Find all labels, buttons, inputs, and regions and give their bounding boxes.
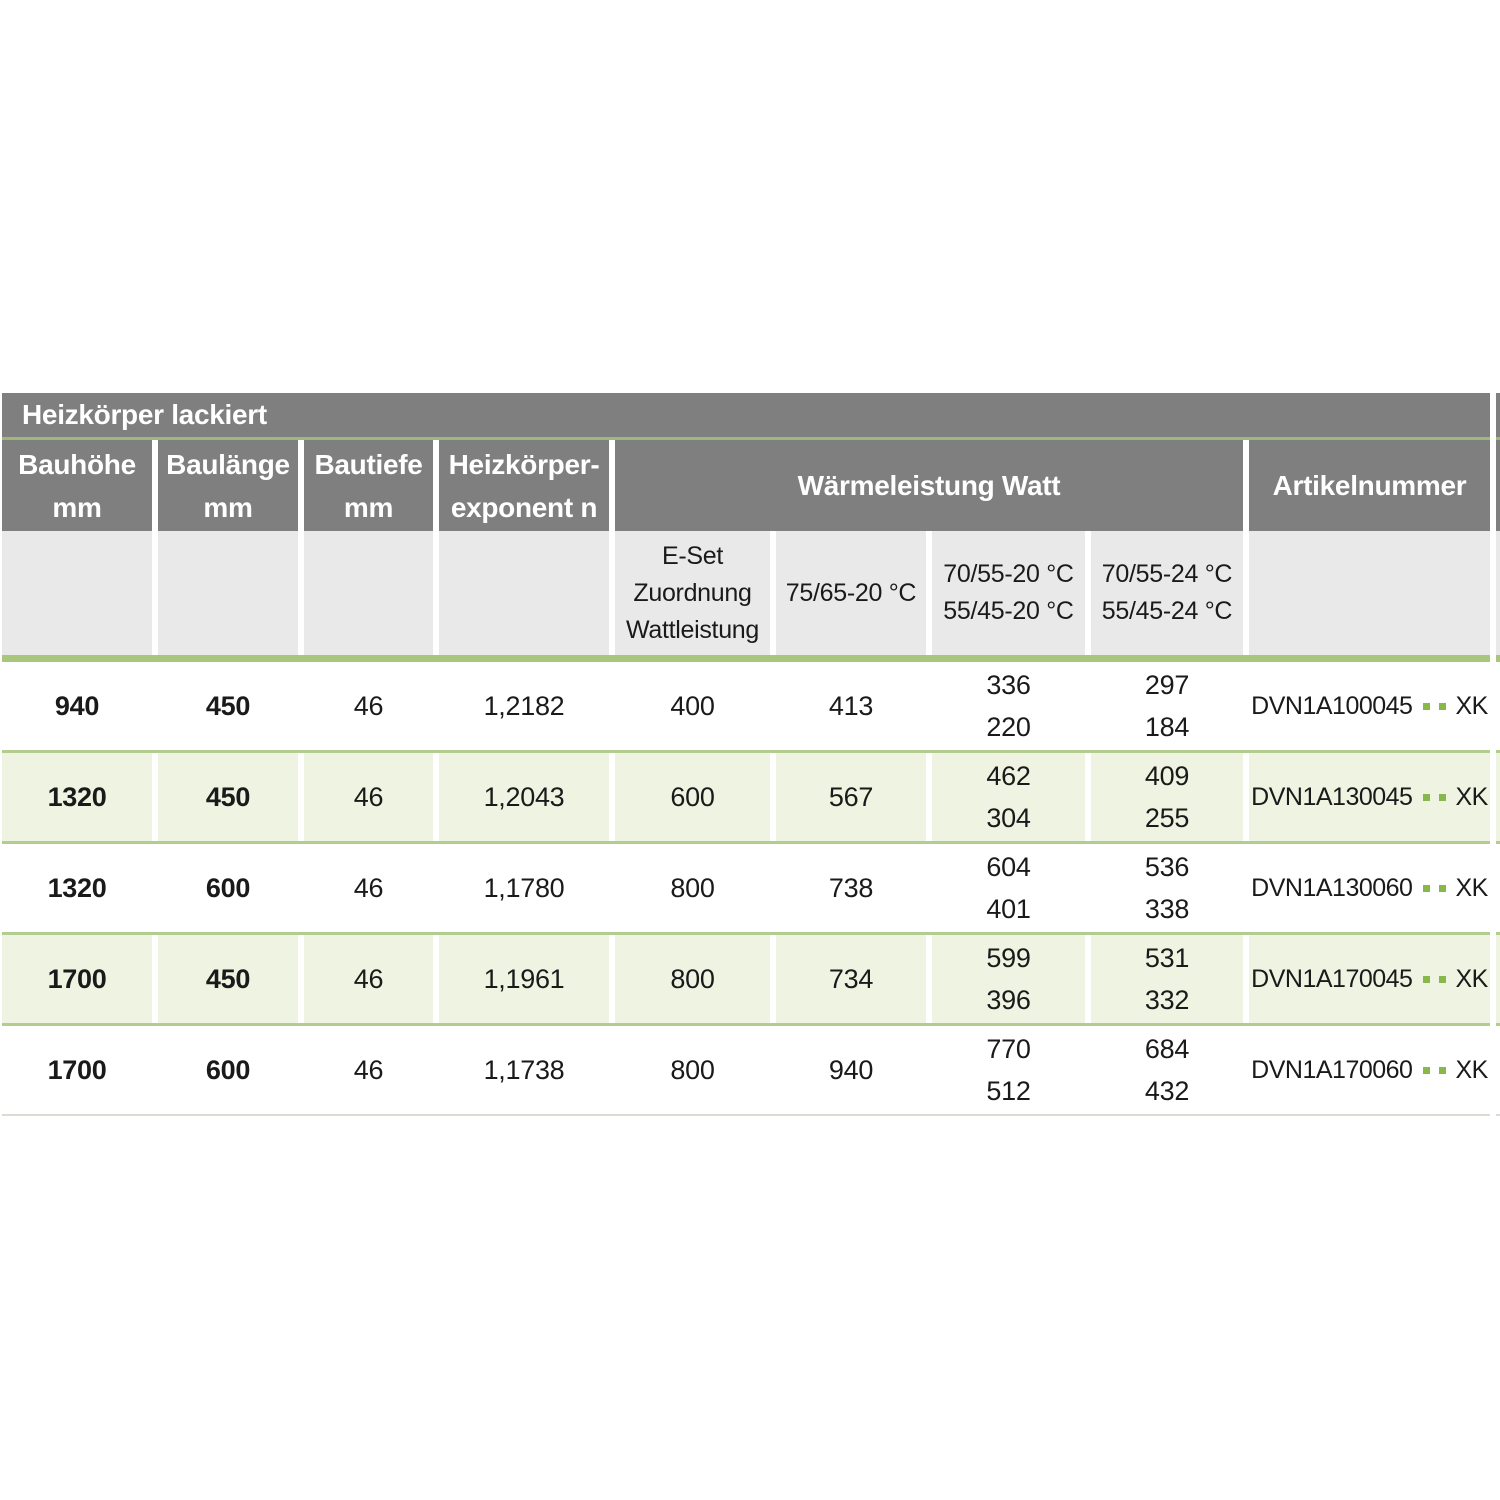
sliver-row xyxy=(1496,662,1500,750)
artikel-code: DVN1A170060 xyxy=(1251,1056,1413,1084)
cell-eset: 600 xyxy=(615,753,770,841)
artikel-suffix: XK xyxy=(1455,1056,1488,1084)
artikel-code: DVN1A130045 xyxy=(1251,783,1413,811)
cell-watt-70-55-24 xyxy=(1091,935,1243,1023)
cell-bautiefe: 46 xyxy=(304,844,433,932)
placeholder-dot-icon xyxy=(1423,1067,1430,1074)
sliver-subheader xyxy=(1496,531,1500,655)
watt-value-high: 536 xyxy=(1144,852,1190,882)
watt-value-low: 401 xyxy=(986,894,1031,924)
watt-value-low: 332 xyxy=(1144,985,1190,1015)
header-baulaenge-unit: mm xyxy=(203,491,253,523)
cell-baulaenge: 600 xyxy=(158,1026,298,1114)
header-baulaenge xyxy=(158,440,298,531)
subheader-temp-75-65 xyxy=(776,531,926,655)
sliver-edge xyxy=(1496,1114,1500,1116)
subheader-temp-75-65-label: 75/65-20 °C xyxy=(785,578,917,607)
watt-value-high: 462 xyxy=(986,761,1031,791)
watt-value-high: 336 xyxy=(986,670,1031,700)
cell-bauhoehe: 1320 xyxy=(2,753,152,841)
watt-value-high: 531 xyxy=(1144,943,1190,973)
cell-bautiefe: 46 xyxy=(304,1026,433,1114)
watt-value-low: 255 xyxy=(1144,803,1190,833)
cell-watt-70-55-24 xyxy=(1091,844,1243,932)
cell-watt-75-65: 734 xyxy=(776,935,926,1023)
cell-exponent: 1,1961 xyxy=(439,935,609,1023)
cell-watt-70-55-24 xyxy=(1091,1026,1243,1114)
watt-value-high: 684 xyxy=(1144,1034,1190,1064)
cell-watt-70-55-20 xyxy=(932,753,1085,841)
cell-eset: 800 xyxy=(615,935,770,1023)
placeholder-dot-icon xyxy=(1439,1067,1446,1074)
table-row xyxy=(2,1026,1490,1114)
cell-watt-70-55-24 xyxy=(1091,753,1243,841)
header-exponent xyxy=(439,440,609,531)
table-bottom-edge xyxy=(2,1114,1490,1116)
cell-exponent: 1,2182 xyxy=(439,662,609,750)
subheader-eset-line3: Wattleistung xyxy=(625,615,760,644)
watt-value-low: 220 xyxy=(986,712,1031,742)
placeholder-dot-icon xyxy=(1423,794,1430,801)
cell-baulaenge: 450 xyxy=(158,753,298,841)
subheader-eset-line1: E-Set xyxy=(661,541,724,570)
subheader-temp-70-55-20-line1: 70/55-20 °C xyxy=(943,560,1074,588)
cell-watt-70-55-20 xyxy=(932,935,1085,1023)
placeholder-dot-icon xyxy=(1439,794,1446,801)
watt-value-high: 599 xyxy=(986,943,1031,973)
watt-value-low: 338 xyxy=(1144,894,1190,924)
cell-watt-75-65: 940 xyxy=(776,1026,926,1114)
cell-bautiefe: 46 xyxy=(304,662,433,750)
cell-bautiefe: 46 xyxy=(304,753,433,841)
cell-baulaenge: 450 xyxy=(158,935,298,1023)
placeholder-dot-icon xyxy=(1439,976,1446,983)
cell-watt-70-55-24 xyxy=(1091,662,1243,750)
cell-watt-75-65: 413 xyxy=(776,662,926,750)
subheader-temp-70-55-24 xyxy=(1091,531,1243,655)
header-bautiefe-label: Bautiefe xyxy=(314,448,423,480)
sliver-line xyxy=(1496,655,1500,662)
sliver-row xyxy=(1496,935,1500,1023)
header-waermeleistung-label: Wärmeleistung Watt xyxy=(797,470,1061,501)
cell-watt-70-55-20 xyxy=(932,662,1085,750)
header-waermeleistung-group xyxy=(615,440,1243,531)
artikel-code: DVN1A130060 xyxy=(1251,874,1413,902)
cell-bauhoehe: 1320 xyxy=(2,844,152,932)
header-bautiefe-unit: mm xyxy=(343,491,394,523)
artikel-suffix: XK xyxy=(1455,965,1488,993)
watt-value-low: 184 xyxy=(1144,712,1190,742)
watt-value-low: 304 xyxy=(986,803,1031,833)
watt-value-low: 432 xyxy=(1144,1076,1190,1106)
sub-header-row xyxy=(2,531,1490,655)
cell-artikelnummer xyxy=(1249,662,1490,750)
cell-artikelnummer xyxy=(1249,1026,1490,1114)
cell-watt-70-55-20 xyxy=(932,1026,1085,1114)
artikel-suffix: XK xyxy=(1455,783,1488,811)
placeholder-dot-icon xyxy=(1423,885,1430,892)
header-bautiefe xyxy=(304,440,433,531)
watt-value-high: 297 xyxy=(1144,670,1190,700)
subheader-empty-baulaenge xyxy=(158,531,298,655)
header-bauhoehe xyxy=(2,440,152,531)
watt-value-high: 409 xyxy=(1144,761,1190,791)
sliver-row xyxy=(1496,1026,1500,1114)
subheader-empty-bautiefe xyxy=(304,531,433,655)
watt-value-high: 604 xyxy=(986,852,1031,882)
subheader-empty-bauhoehe xyxy=(2,531,152,655)
header-separator-line xyxy=(2,655,1490,662)
subheader-temp-70-55-20-line2: 55/45-20 °C xyxy=(943,597,1074,625)
header-bauhoehe-unit: mm xyxy=(52,491,102,523)
radiator-spec-table xyxy=(2,393,1490,1116)
header-exponent-line2: exponent n xyxy=(450,491,598,523)
subheader-temp-70-55-20 xyxy=(932,531,1085,655)
artikel-suffix: XK xyxy=(1455,874,1488,902)
table-title: Heizkörper lackiert xyxy=(22,399,267,430)
cell-bautiefe: 46 xyxy=(304,935,433,1023)
watt-value-low: 512 xyxy=(986,1076,1031,1106)
cell-exponent: 1,1780 xyxy=(439,844,609,932)
watt-value-low: 396 xyxy=(986,985,1031,1015)
artikel-code: DVN1A100045 xyxy=(1251,692,1413,720)
header-artikelnummer xyxy=(1249,440,1490,531)
header-bauhoehe-label: Bauhöhe xyxy=(18,448,136,480)
subheader-temp-70-55-24-line2: 55/45-24 °C xyxy=(1101,597,1233,625)
subheader-empty-artikel xyxy=(1249,531,1490,655)
placeholder-dot-icon xyxy=(1423,703,1430,710)
cell-baulaenge: 450 xyxy=(158,662,298,750)
table-row xyxy=(2,753,1490,841)
cell-eset: 800 xyxy=(615,844,770,932)
cell-artikelnummer xyxy=(1249,935,1490,1023)
cell-artikelnummer xyxy=(1249,753,1490,841)
cell-watt-75-65: 738 xyxy=(776,844,926,932)
cell-eset: 400 xyxy=(615,662,770,750)
subheader-eset xyxy=(615,531,770,655)
sliver-row xyxy=(1496,844,1500,932)
table-row xyxy=(2,844,1490,932)
cell-watt-70-55-20 xyxy=(932,844,1085,932)
sliver-row xyxy=(1496,753,1500,841)
placeholder-dot-icon xyxy=(1439,703,1446,710)
cell-bauhoehe: 1700 xyxy=(2,935,152,1023)
cell-baulaenge: 600 xyxy=(158,844,298,932)
cell-bauhoehe: 940 xyxy=(2,662,152,750)
sliver-header xyxy=(1496,440,1500,531)
cell-bauhoehe: 1700 xyxy=(2,1026,152,1114)
header-artikelnummer-label: Artikelnummer xyxy=(1272,470,1467,501)
table-row xyxy=(2,935,1490,1023)
placeholder-dot-icon xyxy=(1439,885,1446,892)
table-title-bar xyxy=(2,393,1490,437)
placeholder-dot-icon xyxy=(1423,976,1430,983)
artikel-code: DVN1A170045 xyxy=(1251,965,1413,993)
cropped-next-column-sliver xyxy=(1496,393,1500,1116)
cell-exponent: 1,2043 xyxy=(439,753,609,841)
artikel-suffix: XK xyxy=(1455,692,1488,720)
cell-eset: 800 xyxy=(615,1026,770,1114)
header-baulaenge-label: Baulänge xyxy=(166,448,290,480)
column-header-row xyxy=(2,440,1490,531)
header-exponent-line1: Heizkörper- xyxy=(448,448,600,480)
table-row xyxy=(2,662,1490,750)
cell-watt-75-65: 567 xyxy=(776,753,926,841)
sliver-title xyxy=(1496,393,1500,437)
subheader-temp-70-55-24-line1: 70/55-24 °C xyxy=(1101,560,1233,588)
cell-artikelnummer xyxy=(1249,844,1490,932)
watt-value-high: 770 xyxy=(986,1034,1031,1064)
subheader-empty-exponent xyxy=(439,531,609,655)
cell-exponent: 1,1738 xyxy=(439,1026,609,1114)
subheader-eset-line2: Zuordnung xyxy=(633,578,752,607)
